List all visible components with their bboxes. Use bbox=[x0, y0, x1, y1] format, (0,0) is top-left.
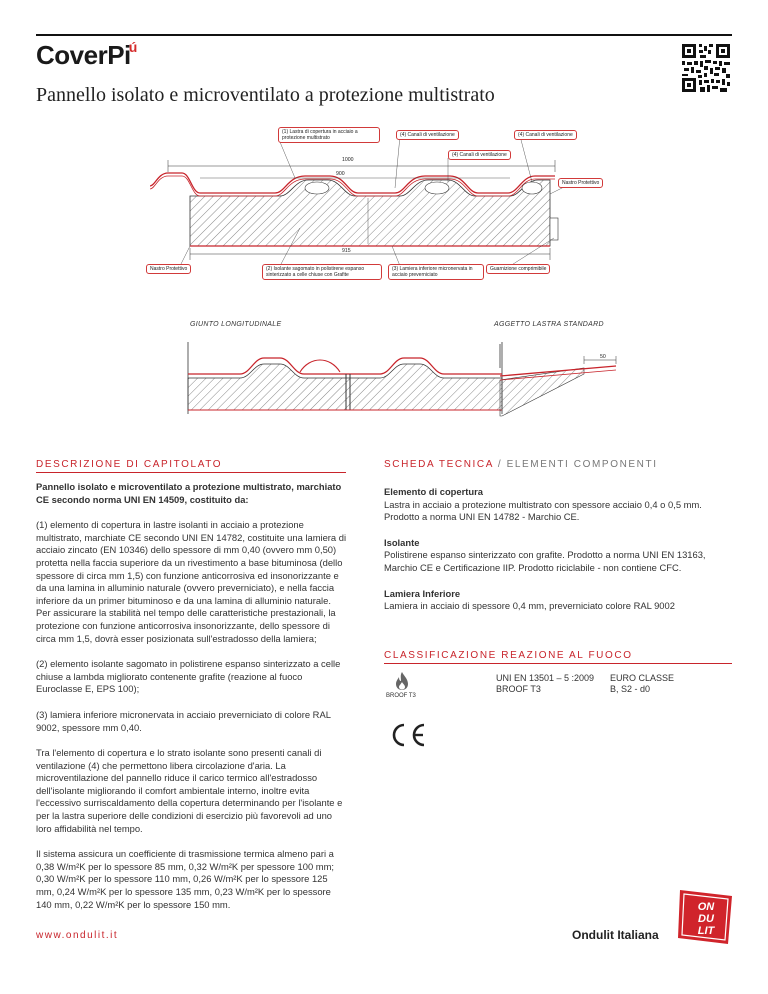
brand-logo bbox=[36, 40, 137, 71]
scheda-heading bbox=[384, 459, 658, 470]
scheda-heading-sep: / bbox=[493, 459, 507, 470]
label-canali-b: (4) Canali di ventilazione bbox=[514, 130, 577, 140]
dim-900: 900 bbox=[336, 171, 345, 177]
badge-line-3: LIT bbox=[697, 925, 715, 937]
caption-giunto: GIUNTO LONGITUDINALE bbox=[190, 321, 282, 328]
label-canali-a: (4) Canali di ventilazione bbox=[396, 130, 459, 140]
fuoco-icon-label: BROOF T3 bbox=[386, 693, 416, 699]
descrizione-p5: Il sistema assicura un coefficiente di trasmissione termica almeno pari a 0,38 W/m²K per lo spessore 85 mm, 0,32 W/m²K per spessore 100 mm; 0,30 W/m²K per lo spessore 110 mm, 0,26 W/m²K per lo spessore 125 mm, 0,24 W/m²K per lo spessore 135 mm, 0,23 W/m²K per lo spessore 140 mm, 0,22 W/m²K per lo spessore 150 mm. bbox=[36, 848, 335, 910]
label-isolante: (2) Isolante sagomato in polistirene espanso sinterizzato a celle chiuse con Grafite bbox=[262, 264, 382, 280]
label-lastra: (1) Lastra di copertura in acciaio a protezione multistrato bbox=[278, 127, 380, 143]
fuoco-norm bbox=[496, 673, 594, 695]
label-lamiera: (3) Lamiera inferiore micronervata in acciaio preverniciato bbox=[388, 264, 484, 280]
badge-line-1: ON bbox=[697, 901, 715, 913]
scheda-item-text: Polistirene espanso sinterizzato con grafite. Prodotto a norma UNI EN 13163, Marchio CE e Certificazione IIP. Prodotto riciclabile - non contiene CFC. bbox=[384, 549, 706, 573]
scheda-item-title: Lamiera Inferiore bbox=[384, 587, 461, 599]
badge-line-2: DU bbox=[698, 913, 714, 925]
scheda-item-text: Lamiera in acciaio di spessore 0,4 mm, preverniciato colore RAL 9002 bbox=[384, 600, 675, 612]
fuoco-heading: CLASSIFICAZIONE REAZIONE AL FUOCO bbox=[384, 650, 633, 661]
descrizione-rule bbox=[36, 472, 346, 473]
label-guarnizione: Guarnizione comprimibile bbox=[486, 264, 550, 274]
label-nastro-left: Nastro Protettivo bbox=[146, 264, 191, 274]
dim-50: 50 bbox=[600, 354, 606, 360]
scheda-body bbox=[384, 486, 732, 613]
descrizione-p2: (2) elemento isolante sagomato in polistirene espanso sinterizzato a celle chiuse a lambda migliorato contenente grafite (reazione al fuoco Euroclasse E, EPS 100); bbox=[36, 658, 341, 695]
scheda-item bbox=[384, 588, 732, 613]
footer-website-link[interactable]: www.ondulit.it bbox=[36, 930, 119, 941]
scheda-item-title: Elemento di copertura bbox=[384, 486, 483, 497]
scheda-item-text: Lastra in acciaio a protezione multistrato con spessore acciaio 0,4 o 0,5 mm. Prodotto a norma UNI EN 14782 - Marchio CE. bbox=[384, 498, 702, 523]
fuoco-class-line2: B, S2 - d0 bbox=[610, 684, 651, 694]
fuoco-class-line1: EURO CLASSE bbox=[610, 673, 675, 683]
descrizione-p4: Tra l'elemento di copertura e lo strato isolante sono presenti canali di ventilazione (4) che permettono libera circolazione d'aria. La microventilazione del pannello riduce il carico termico all'estradosso dell'isolante migliorando il comfort ambientale interno, inoltre evita l'eccessivo surriscaldamento della copertura determinando per l'isolante e per la lastra superiore delle condizioni di esercizio più favorevoli ad uno loro affidabilità nel tempo. bbox=[36, 747, 343, 834]
panel-section-drawing bbox=[130, 118, 600, 288]
fuoco-norm-line2: BROOF T3 bbox=[496, 684, 541, 694]
aggetto-detail-drawing bbox=[488, 338, 618, 418]
giunto-detail-drawing bbox=[180, 336, 510, 416]
descrizione-intro: Pannello isolato e microventilato a protezione multistrato, marchiato CE secondo norma UNI EN 14509, costituito da: bbox=[36, 481, 342, 505]
brand-name: CoverPi bbox=[36, 40, 131, 70]
qr-code-icon[interactable] bbox=[682, 44, 730, 92]
brand-accent: ú bbox=[128, 39, 137, 55]
descrizione-p3: (3) lamiera inferiore micronervata in acciaio preverniciato di colore RAL 9002, spessore mm 0,40. bbox=[36, 708, 331, 733]
caption-aggetto: AGGETTO LASTRA STANDARD bbox=[494, 321, 604, 328]
dim-1000: 1000 bbox=[342, 157, 354, 163]
company-name: Ondulit Italiana bbox=[572, 928, 659, 942]
ce-mark-icon bbox=[388, 722, 428, 748]
dim-915: 915 bbox=[342, 248, 351, 254]
descrizione-p1: (1) elemento di copertura in lastre isolanti in acciaio a protezione multistrato, marchiate CE secondo UNI EN 14782, costituite una lamiera di acciaio zincato (EN 10346) dello spessore di mm 0,40 (ovvero mm 0,50) protetta nella faccia superiore da un rivestimento a base bituminosa (dello spessore di circa mm 1,5) con funzione anticorrosiva ed insonorizzante e da una lamina in alluminio naturale (ovvero preverniciato), e nella faccia inferiore da un primer bituminoso e da una lamina di alluminio naturale. Per assicurare la stabilità nel tempo delle caratteristiche prestazionali, la protezione con funzione anticorrosiva insonorizzante, dello spessore di circa mm 1,5, dovrà esser posizionata sull'estradosso della lamiera; bbox=[36, 519, 347, 644]
scheda-heading-sub: ELEMENTI COMPONENTI bbox=[506, 459, 658, 470]
flame-icon bbox=[392, 671, 412, 691]
descrizione-body bbox=[36, 481, 348, 924]
fuoco-class bbox=[610, 673, 674, 695]
scheda-item bbox=[384, 537, 732, 575]
label-nastro-right: Nastro Protettivo bbox=[558, 178, 603, 188]
page-title: Pannello isolato e microventilato a protezione multistrato bbox=[36, 84, 495, 106]
fuoco-rule bbox=[384, 663, 732, 664]
descrizione-heading: DESCRIZIONE DI CAPITOLATO bbox=[36, 459, 223, 470]
scheda-item bbox=[384, 486, 732, 524]
ondulit-logo-icon bbox=[676, 888, 734, 946]
scheda-heading-main: SCHEDA TECNICA bbox=[384, 459, 494, 470]
fuoco-norm-line1: UNI EN 13501 – 5 :2009 bbox=[496, 673, 595, 683]
scheda-item-title: Isolante bbox=[384, 536, 420, 548]
label-canali-c: (4) Canali di ventilazione bbox=[448, 150, 511, 160]
top-rule bbox=[36, 34, 732, 36]
